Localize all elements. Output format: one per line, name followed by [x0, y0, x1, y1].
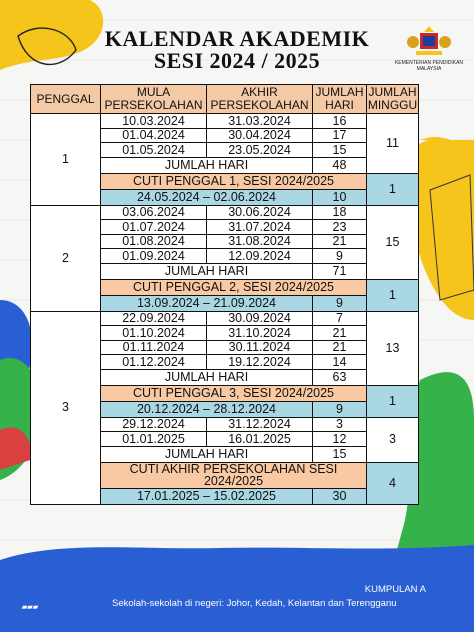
- weeks-count: 15: [367, 205, 419, 279]
- days-count: 15: [313, 143, 367, 158]
- penggal-label: 1: [31, 114, 101, 206]
- footer-group: KUMPULAN A: [364, 584, 426, 595]
- days-count: 21: [313, 340, 367, 355]
- weeks-count: 3: [367, 417, 419, 462]
- start-date: 01.01.2025: [101, 432, 207, 447]
- end-break-range: 17.01.2025 – 15.02.2025: [101, 488, 313, 504]
- end-date: 31.03.2024: [207, 114, 313, 129]
- break-range: 13.09.2024 – 21.09.2024: [101, 295, 313, 311]
- footer-states: Sekolah-sekolah di negeri: Johor, Kedah, Kelantan dan Terengganu: [112, 598, 397, 609]
- end-date: 30.11.2024: [207, 340, 313, 355]
- start-date: 01.09.2024: [101, 249, 207, 264]
- start-date: 22.09.2024: [101, 311, 207, 326]
- start-date: 01.05.2024: [101, 143, 207, 158]
- header-mula: MULA PERSEKOLAHAN: [101, 85, 207, 114]
- days-count: 14: [313, 355, 367, 370]
- table-row: [31, 205, 419, 220]
- days-count: 16: [313, 114, 367, 129]
- break-weeks: 1: [367, 385, 419, 417]
- total-label: JUMLAH HARI: [101, 369, 313, 385]
- table-row: [31, 114, 419, 129]
- ministry-label: KEMENTERIAN PENDIDIKAN MALAYSIA: [394, 60, 464, 72]
- header-jumlah-hari: JUMLAH HARI: [313, 85, 367, 114]
- end-date: 23.05.2024: [207, 143, 313, 158]
- end-break-weeks: 4: [367, 462, 419, 504]
- start-date: 01.07.2024: [101, 220, 207, 235]
- total-days: 15: [313, 446, 367, 462]
- total-days: 71: [313, 263, 367, 279]
- malaysia-crest-icon: [404, 24, 454, 58]
- break-label: CUTI PENGGAL 2, SESI 2024/2025: [101, 279, 367, 295]
- break-days: 10: [313, 189, 367, 205]
- start-date: 01.11.2024: [101, 340, 207, 355]
- end-break-days: 30: [313, 488, 367, 504]
- end-date: 12.09.2024: [207, 249, 313, 264]
- end-date: 19.12.2024: [207, 355, 313, 370]
- end-date: 16.01.2025: [207, 432, 313, 447]
- break-range: 20.12.2024 – 28.12.2024: [101, 401, 313, 417]
- header-jumlah-minggu: JUMLAH MINGGU: [367, 85, 418, 112]
- break-weeks: 1: [367, 279, 419, 311]
- header-row: [31, 85, 419, 114]
- end-date: 31.08.2024: [207, 234, 313, 249]
- header-penggal: PENGGAL: [31, 85, 101, 114]
- break-days: 9: [313, 401, 367, 417]
- break-label: CUTI PENGGAL 3, SESI 2024/2025: [101, 385, 367, 401]
- end-date: 30.04.2024: [207, 128, 313, 143]
- break-weeks: 1: [367, 173, 419, 205]
- days-count: 12: [313, 432, 367, 447]
- total-label: JUMLAH HARI: [101, 446, 313, 462]
- days-count: 3: [313, 417, 367, 432]
- start-date: 29.12.2024: [101, 417, 207, 432]
- title-line-1: KALENDAR AKADEMIK: [104, 26, 370, 51]
- break-days: 9: [313, 295, 367, 311]
- days-count: 18: [313, 205, 367, 220]
- start-date: 03.06.2024: [101, 205, 207, 220]
- table-row: [31, 311, 419, 326]
- end-date: 31.12.2024: [207, 417, 313, 432]
- days-count: 7: [313, 311, 367, 326]
- start-date: 01.12.2024: [101, 355, 207, 370]
- publisher-logo: ▰▰▰: [21, 604, 39, 611]
- start-date: 01.10.2024: [101, 326, 207, 341]
- end-date: 30.09.2024: [207, 311, 313, 326]
- end-date: 31.07.2024: [207, 220, 313, 235]
- academic-calendar-table: [30, 84, 419, 505]
- weeks-count: 13: [367, 311, 419, 385]
- days-count: 9: [313, 249, 367, 264]
- penggal-label: 3: [31, 311, 101, 504]
- days-count: 21: [313, 234, 367, 249]
- break-range: 24.05.2024 – 02.06.2024: [101, 189, 313, 205]
- start-date: 01.08.2024: [101, 234, 207, 249]
- break-label: CUTI PENGGAL 1, SESI 2024/2025: [101, 173, 367, 189]
- total-days: 48: [313, 157, 367, 173]
- total-label: JUMLAH HARI: [101, 263, 313, 279]
- weeks-count: 11: [367, 114, 419, 174]
- penggal-label: 2: [31, 205, 101, 311]
- start-date: 01.04.2024: [101, 128, 207, 143]
- days-count: 23: [313, 220, 367, 235]
- title-line-2: SESI 2024 / 2025: [153, 48, 321, 73]
- start-date: 10.03.2024: [101, 114, 207, 129]
- days-count: 21: [313, 326, 367, 341]
- header-akhir: AKHIR PERSEKOLAHAN: [207, 85, 313, 114]
- days-count: 17: [313, 128, 367, 143]
- end-break-label: CUTI AKHIR PERSEKOLAHAN SESI 2024/2025: [101, 462, 367, 488]
- total-days: 63: [313, 369, 367, 385]
- total-label: JUMLAH HARI: [101, 157, 313, 173]
- end-date: 31.10.2024: [207, 326, 313, 341]
- end-date: 30.06.2024: [207, 205, 313, 220]
